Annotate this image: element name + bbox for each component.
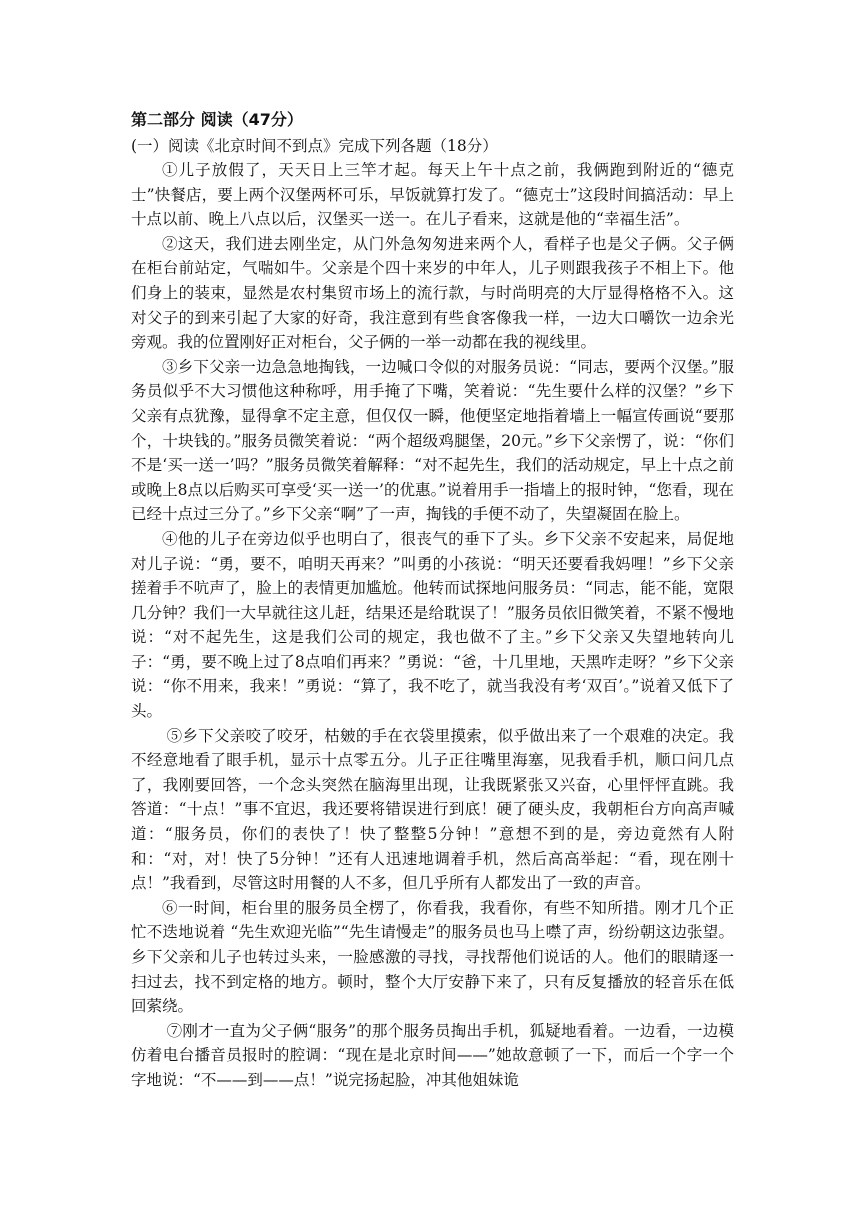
paragraph-2: ②这天，我们进去刚坐定，从门外急匆匆进来两个人，看样子也是父子俩。父子俩在柜台前站定，气喘如牛。父亲是个四十来岁的中年人，儿子则跟我孩子不相上下。他们身上的装束，显然是农村集贸市场上的流行款，与时尚明亮的大厅显得格格不入。这对父子的到来引起了大家的好奇，我注意到有些食客像我一样，一边大口嚼饮一边余光旁观。我的位置刚好正对柜台，父子俩的一举一动都在我的视线里。	[131, 234, 734, 352]
paragraph-5: ⑤乡下父亲咬了咬牙，枯皴的手在衣袋里摸索，似乎做出来了一个艰难的决定。我不经意地看了眼手机，显示十点零五分。儿子正往嘴里海塞，见我看手机，顺口问几点了，我刚要回答，一个念头突然在脑海里出现，让我既紧张又兴奋，心里怦怦直跳。我答道：“十点！”事不宜迟，我还要将错误进行到底！硬了硬头皮，我朝柜台方向高声喊道：“服务员，你们的表快了！快了整整5分钟！”意想不到的是，旁边竟然有人附和：“对，对！快了5分钟！”还有人迅速地调着手机，然后高高举起：“看，现在刚十点！”我看到，尽管这时用餐的人不多，但几乎所有人都发出了一致的声音。	[131, 726, 734, 893]
paragraph-4: ④他的儿子在旁边似乎也明白了，很丧气的垂下了头。乡下父亲不安起来，局促地对儿子说：“勇，要不，咱明天再来？”叫勇的小孩说：“明天还要看我妈哩！”乡下父亲搓着手不吭声了，脸上的表情更加尴尬。他转而试探地问服务员：“同志，能不能，宽限几分钟？我们一大早就往这儿赶，结果还是给耽误了！”服务员依旧微笑着，不紧不慢地说：“对不起先生，这是我们公司的规定，我也做不了主。”乡下父亲又失望地转向儿子：“勇，要不晚上过了8点咱们再来？”勇说：“爸，十几里地，天黑咋走呀？”乡下父亲说：“你不用来，我来！”勇说：“算了，我不吃了，就当我没有考‘双百’。”说着又低下了头。	[131, 529, 734, 721]
paragraph-1: ①儿子放假了，天天日上三竿才起。每天上午十点之前，我俩跑到附近的“德克士”快餐店，要上两个汉堡两杯可乐，早饭就算打发了。“德克士”这段时间搞活动：早上十点以前、晚上八点以后，汉堡买一送一。在儿子看来，这就是他的“幸福生活”。	[131, 161, 734, 229]
paragraph-6: ⑥一时间，柜台里的服务员全楞了，你看我，我看你，有些不知所措。刚才几个正忙不迭地说着 “先生欢迎光临”“先生请慢走”的服务员也马上噤了声，纷纷朝这边张望。乡下父亲和儿子也转过头来，一脸感激的寻找，寻找帮他们说话的人。他们的眼睛逐一扫过去，找不到定格的地方。顿时，整个大厅安静下来了，只有反复播放的轻音乐在低回萦绕。	[131, 898, 734, 1016]
paragraph-7: ⑦刚才一直为父子俩“服务”的那个服务员掏出手机，狐疑地看着。一边看，一边模仿着电台播音员报时的腔调：“现在是北京时间——”她故意顿了一下，而后一个字一个字地说：“不——到——点！”说完扬起脸，冲其他姐妹诡	[131, 1021, 734, 1089]
document-page	[131, 108, 734, 1093]
question-title: (一）阅读《北京时间不到点》完成下列各题（18分）	[131, 137, 498, 155]
paragraph-3: ③乡下父亲一边急急地掏钱，一边喊口令似的对服务员说：“同志，要两个汉堡。”服务员似乎不大习惯他这种称呼，用手掩了下嘴，笑着说：“先生要什么样的汉堡？”乡下父亲有点犹豫，显得拿不定主意，但仅仅一瞬，他便坚定地指着墙上一幅宣传画说“要那个，十块钱的。”服务员微笑着说：“两个超级鸡腿堡，20元。”乡下父亲愣了，说：“你们不是‘买一送一’吗？”服务员微笑着解释：“对不起先生，我们的活动规定，早上十点之前或晚上8点以后购买可享受‘买一送一’的优惠。”说着用手一指墙上的报时钟，“您看，现在已经十点过三分了。”乡下父亲“啊”了一声，掏钱的手便不动了，失望凝固在脸上。	[131, 357, 734, 524]
section-title: 第二部分 阅读（47分）	[131, 110, 303, 129]
